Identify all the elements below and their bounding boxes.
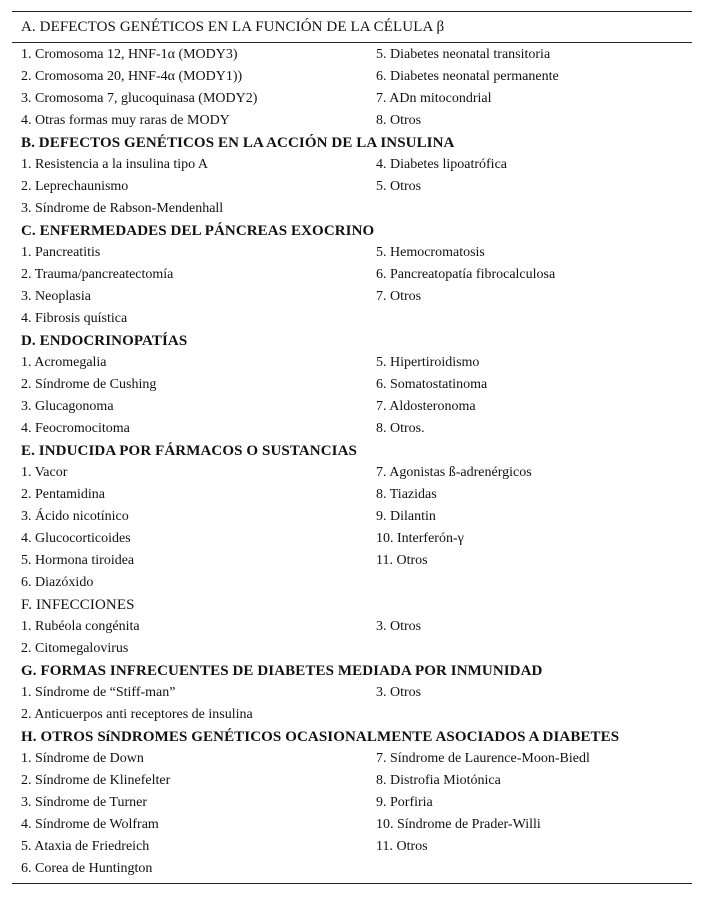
item-left: 1. Vacor bbox=[21, 465, 68, 480]
table-row bbox=[12, 264, 692, 286]
item-left: 2. Cromosoma 20, HNF-4α (MODY1)) bbox=[21, 69, 243, 84]
item-left: 1. Rubéola congénita bbox=[21, 619, 140, 634]
section-title-b: B. DEFECTOS GENÉTICOS EN LA ACCIÓN DE LA INSULINA bbox=[21, 135, 455, 151]
table-row bbox=[12, 396, 692, 418]
item-right: 7. Agonistas ß-adrenérgicos bbox=[376, 465, 532, 480]
table-row bbox=[12, 352, 692, 374]
table-header: A. DEFECTOS GENÉTICOS EN LA FUNCIÓN DE LA CÉLULA β bbox=[12, 12, 692, 43]
table-row bbox=[12, 638, 692, 660]
item-left: 3. Neoplasia bbox=[21, 289, 91, 304]
item-right: 10. Interferón-γ bbox=[376, 531, 464, 546]
section-title-d: D. ENDOCRINOPATÍAS bbox=[21, 333, 188, 349]
table-row bbox=[12, 242, 692, 264]
table-row bbox=[12, 748, 692, 770]
table-row bbox=[12, 836, 692, 858]
item-left: 6. Corea de Huntington bbox=[21, 861, 153, 876]
item-right: 7. Aldosteronoma bbox=[376, 399, 476, 414]
item-right: 5. Hipertiroidismo bbox=[376, 355, 480, 370]
table-row bbox=[12, 374, 692, 396]
item-right: 5. Diabetes neonatal transitoria bbox=[376, 47, 551, 62]
item-right: 9. Porfiria bbox=[376, 795, 433, 810]
item-right: 7. Síndrome de Laurence-Moon-Biedl bbox=[376, 751, 590, 766]
table-row bbox=[12, 418, 692, 440]
item-right: 7. ADn mitocondrial bbox=[376, 91, 492, 106]
section-title-f: F. INFECCIONES bbox=[21, 597, 135, 613]
item-right: 8. Otros. bbox=[376, 421, 425, 436]
item-right: 8. Tiazidas bbox=[376, 487, 437, 502]
item-left: 2. Síndrome de Cushing bbox=[21, 377, 157, 392]
item-right: 5. Hemocromatosis bbox=[376, 245, 485, 260]
table-row bbox=[12, 814, 692, 836]
table-row bbox=[12, 572, 692, 594]
item-right: 8. Otros bbox=[376, 113, 422, 128]
section-title-g: G. FORMAS INFRECUENTES DE DIABETES MEDIADA POR INMUNIDAD bbox=[21, 663, 543, 679]
section-title-c: C. ENFERMEDADES DEL PÁNCREAS EXOCRINO bbox=[21, 223, 375, 239]
item-left: 3. Glucagonoma bbox=[21, 399, 114, 414]
table-row bbox=[12, 462, 692, 484]
item-left: 4. Otras formas muy raras de MODY bbox=[21, 113, 230, 128]
table-row bbox=[12, 110, 692, 132]
table-row bbox=[12, 506, 692, 528]
table-row bbox=[12, 682, 692, 704]
table-row bbox=[12, 616, 692, 638]
item-right: 5. Otros bbox=[376, 179, 422, 194]
item-left: 3. Cromosoma 7, glucoquinasa (MODY2) bbox=[21, 91, 258, 106]
item-left: 2. Citomegalovirus bbox=[21, 641, 129, 656]
table-body bbox=[12, 43, 692, 883]
item-right: 7. Otros bbox=[376, 289, 422, 304]
item-left: 1. Acromegalia bbox=[21, 355, 107, 370]
table-row bbox=[12, 44, 692, 66]
item-right: 10. Síndrome de Prader-Willi bbox=[376, 817, 541, 832]
table-row bbox=[12, 66, 692, 88]
table-row bbox=[12, 198, 692, 220]
table-row bbox=[12, 792, 692, 814]
item-left: 1. Pancreatitis bbox=[21, 245, 101, 260]
item-left: 4. Síndrome de Wolfram bbox=[21, 817, 159, 832]
table-row bbox=[12, 704, 692, 726]
item-right: 4. Diabetes lipoatrófica bbox=[376, 157, 508, 172]
table-row bbox=[12, 88, 692, 110]
item-left: 5. Ataxia de Friedreich bbox=[21, 839, 150, 854]
table-row bbox=[12, 308, 692, 330]
item-left: 6. Diazóxido bbox=[21, 575, 94, 590]
item-right: 11. Otros bbox=[376, 839, 428, 854]
item-right: 3. Otros bbox=[376, 619, 422, 634]
item-left: 2. Anticuerpos anti receptores de insulina bbox=[21, 707, 253, 722]
item-left: 3. Síndrome de Turner bbox=[21, 795, 147, 810]
item-left: 5. Hormona tiroidea bbox=[21, 553, 135, 568]
item-left: 1. Síndrome de Down bbox=[21, 751, 144, 766]
table-row bbox=[12, 286, 692, 308]
item-left: 1. Resistencia a la insulina tipo A bbox=[21, 157, 209, 172]
item-right: 3. Otros bbox=[376, 685, 422, 700]
item-left: 4. Glucocorticoides bbox=[21, 531, 131, 546]
item-left: 2. Síndrome de Klinefelter bbox=[21, 773, 171, 788]
item-left: 3. Síndrome de Rabson-Mendenhall bbox=[21, 201, 224, 216]
item-right: 9. Dilantin bbox=[376, 509, 436, 524]
item-right: 6. Pancreatopatía fibrocalculosa bbox=[376, 267, 556, 282]
classification-table bbox=[12, 11, 692, 884]
item-left: 1. Síndrome de “Stiff-man” bbox=[21, 685, 176, 700]
item-left: 3. Ácido nicotínico bbox=[21, 509, 129, 524]
table-row bbox=[12, 176, 692, 198]
item-left: 1. Cromosoma 12, HNF-1α (MODY3) bbox=[21, 47, 238, 62]
table-row bbox=[12, 550, 692, 572]
item-left: 4. Fibrosis quística bbox=[21, 311, 128, 326]
item-right: 8. Distrofia Miotónica bbox=[376, 773, 501, 788]
table-row bbox=[12, 858, 692, 880]
table-row bbox=[12, 528, 692, 550]
table-row bbox=[12, 484, 692, 506]
item-right: 11. Otros bbox=[376, 553, 428, 568]
item-left: 2. Leprechaunismo bbox=[21, 179, 129, 194]
item-left: 4. Feocromocitoma bbox=[21, 421, 130, 436]
section-title-e: E. INDUCIDA POR FÁRMACOS O SUSTANCIAS bbox=[21, 443, 357, 459]
section-title-h: H. OTROS SíNDROMES GENÉTICOS OCASIONALMENTE ASOCIADOS A DIABETES bbox=[21, 729, 620, 745]
item-left: 2. Pentamidina bbox=[21, 487, 105, 502]
item-right: 6. Diabetes neonatal permanente bbox=[376, 69, 559, 84]
table-row bbox=[12, 154, 692, 176]
item-left: 2. Trauma/pancreatectomía bbox=[21, 267, 174, 282]
table-row bbox=[12, 770, 692, 792]
item-right: 6. Somatostatinoma bbox=[376, 377, 488, 392]
